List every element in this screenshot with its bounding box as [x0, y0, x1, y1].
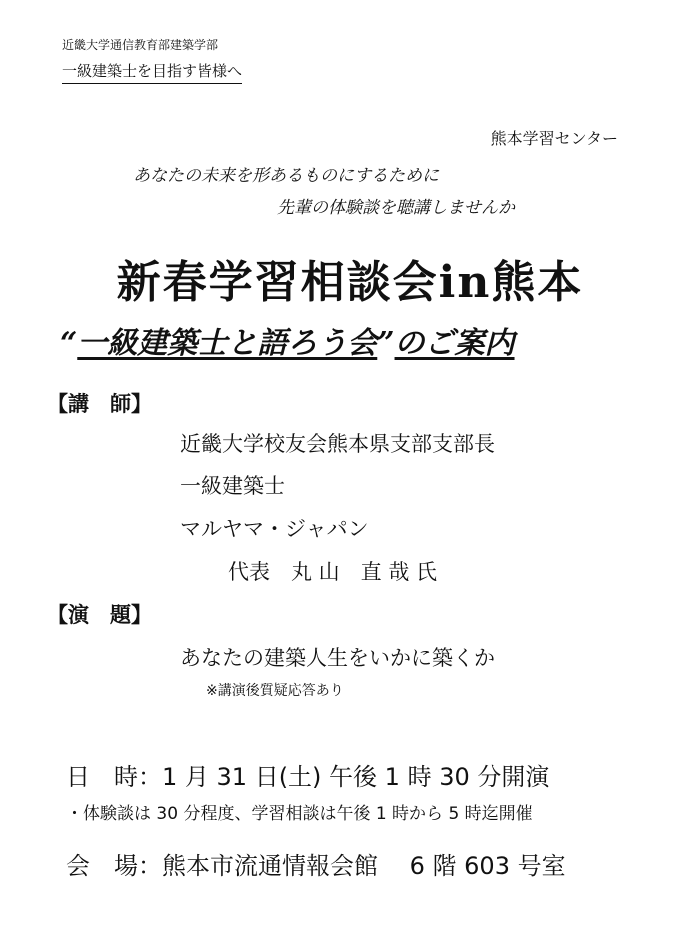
- datetime-note: ・体験談は 30 分程度、学習相談は午後 1 時から 5 時迄開催: [66, 804, 533, 824]
- recipient-line: 一級建築士を目指す皆様へ: [62, 60, 242, 84]
- topic-note: ※講演後質疑応答あり: [206, 683, 344, 699]
- subtitle-open-quote: “: [60, 326, 78, 361]
- lecturer-line-1: 近畿大学校友会熊本県支部支部長: [180, 432, 495, 456]
- event-title: 新春学習相談会in熊本: [116, 257, 584, 308]
- topic-heading: 【演 題】: [47, 603, 152, 627]
- lead-line-1: あなたの未来を形あるものにするために: [133, 166, 439, 186]
- subtitle-rest: のご案内: [394, 326, 515, 361]
- lead-line-2: 先輩の体験談を聴講しませんか: [277, 198, 515, 218]
- lecturer-heading: 【講 師】: [47, 392, 152, 416]
- lecturer-line-3: マルヤマ・ジャパン: [180, 517, 369, 541]
- subtitle-underlined: 一級建築士と語ろう会: [77, 326, 378, 361]
- datetime-line: 日 時：1 月 31 日(土) 午後 1 時 30 分開演: [66, 763, 550, 791]
- event-subtitle: [60, 318, 515, 362]
- venue-line: 会 場：熊本市流通情報会館 6 階 603 号室: [66, 852, 566, 880]
- subtitle-close-quote: ”: [377, 326, 395, 361]
- lecturer-line-2: 一級建築士: [180, 474, 285, 498]
- organization-name: 近畿大学通信教育部建築学部: [62, 38, 219, 52]
- lecturer-line-4: 代表 丸 山 直 哉 氏: [228, 560, 438, 584]
- topic-text: あなたの建築人生をいかに築くか: [180, 646, 495, 670]
- learning-center-name: 熊本学習センター: [490, 129, 618, 148]
